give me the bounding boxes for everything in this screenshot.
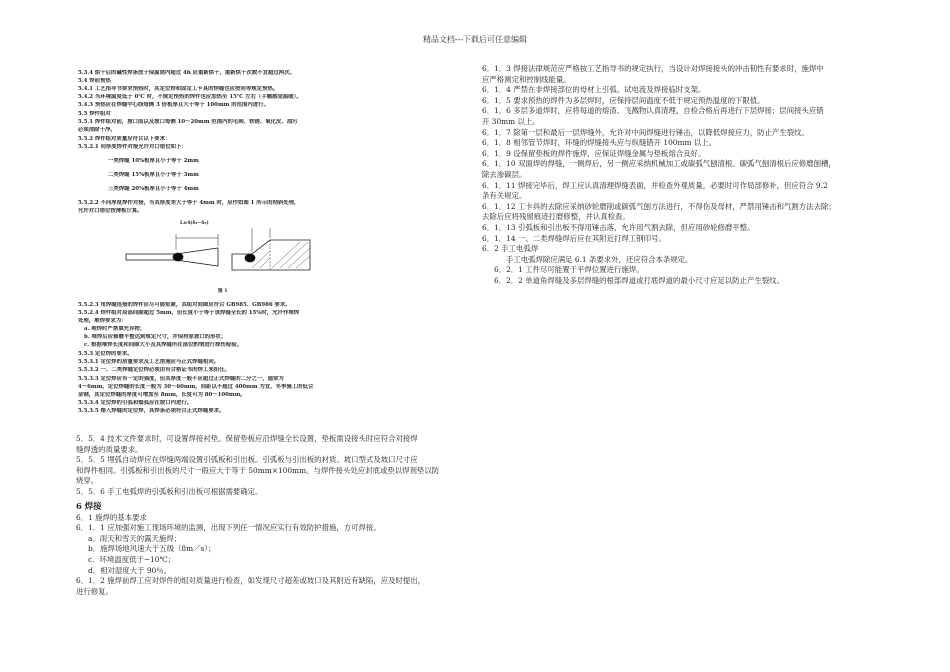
section-5-continued: [76, 434, 466, 498]
scan-line: 5.5 焊件组对: [78, 111, 111, 117]
scan-line: 5.5.3.1 定位焊的质量要求及工艺措施应与正式焊缝相同。: [78, 359, 220, 365]
scan-line: 金钢，其定位焊缝的厚度可增加至 8mm，长度可为 80～100mm。: [78, 392, 246, 398]
paragraph: 6．1．13 引弧板和引出板不得用锤击落，允许用气割去除，但应用砂轮修磨平整。: [482, 222, 755, 232]
paragraph: 6．1．5 要求预热的焊件为多层焊时，应保持层间温度不低于规定预热温度的下限值。: [482, 95, 765, 105]
scan-line: 允许对口错位按薄板计算。: [78, 208, 143, 214]
paragraph: 6．1．14 一、二类焊缝焊后应在其附近打焊工钢印号。: [482, 233, 666, 243]
paragraph: 6．1．8 相邻管节焊时，环缝的焊缝接头应与纵缝错开 100mm 以上。: [482, 138, 717, 148]
scan-line: b. 堆焊后应修磨平整达到规定尺寸，并保持原坡口的形状；: [84, 334, 227, 340]
scan-line: 5.5.2.3 角焊缝连接的焊件应尽可能贴紧，其组对间隙应符合 GB985、GB986 要求。: [78, 302, 291, 308]
scan-line: 4～6mm，定位焊缝的长度一般为 30～60mm，间距以不超过 400mm 为宜，冬季施工的低合: [78, 384, 314, 390]
scan-line: 5.5.2 焊件组对质量应符合以下要求：: [78, 136, 171, 142]
list-item: b．施焊场地风速大于五级（8m／s）；: [88, 544, 216, 554]
paragraph: 6．2．1 工件尽可能置于平焊位置进行施焊。: [494, 265, 644, 275]
section-6-list: [76, 513, 466, 598]
scan-line: 处理，堆焊要求为：: [78, 318, 127, 324]
section-6-heading: 6 焊接: [76, 500, 102, 511]
paragraph: 缝焊透的质量要求。: [76, 444, 143, 454]
scan-line: 5.5.3.3 定位焊应有一定的强度，但其厚度一般不应超过正式焊缝的二分之一，通常为: [78, 376, 284, 382]
paragraph: 5．5．5 埋弧自动焊应在焊缝两端设置引弧板和引出板。引弧板与引出板的材质、坡口型式及坡口尺寸应: [76, 455, 418, 465]
paragraph: 手工电弧焊除应满足 6.1 条要求外，还应符合本条规定。: [506, 254, 693, 264]
scan-line: 5.5.1 焊件组对前，坡口面以及坡口每侧 10～20mm 范围内的毛刺、铁锈、氧化皮、油污: [78, 119, 298, 125]
paragraph: 5．5．6 手工电弧焊的引弧板和引出板可根据需要确定。: [76, 486, 263, 496]
subsection-title: 6．2 手工电弧焊: [482, 244, 539, 254]
paragraph: 6．1．12 工卡具的去除应采纳砂轮磨削或碳弧气刨方法进行，不得伤及母材，严禁用锤击和气割方法去除；: [482, 201, 836, 211]
tolerance-row: 二类焊缝 15%板厚且小于等于 3mm: [108, 172, 199, 178]
paragraph: 去除后应将残留痕迹打磨修整，并认真检查。: [482, 212, 630, 222]
paragraph: 6．1．1 应加强对施工现场环境的监测，出现下列任一情况应实行有效防护措施，方可焊接。: [76, 523, 381, 533]
scan-line: 5.5.3.5 熔入焊缝的定位焊，其焊条必须符合正式焊缝要求。: [78, 408, 225, 414]
scan-line: 5.5.2.4 焊件组对局部间隙超过 5mm，但长度小于等于该焊缝全长的 15%时，允许作堆焊: [78, 310, 300, 316]
list-item: a．雨天和雪天的露天施焊；: [88, 533, 182, 543]
scan-line: 5.5.3.4 定位焊的引弧和熄弧应在坡口内进行。: [78, 400, 193, 406]
scan-line: 必须清除干净。: [78, 127, 116, 133]
paragraph: 6．1．3 焊接法律规范应严格按工艺指导书的规定执行，当设计对焊接接头的冲击韧性有要求时，施焊中: [482, 64, 824, 73]
paragraph: 进行修复。: [76, 586, 113, 596]
paragraph: 烧穿。: [76, 476, 99, 486]
scan-line: 5.4.3 预热应在焊缝中心线每侧 3 倍板厚且大于等于 100mm 的范围内进行。: [78, 102, 269, 108]
scan-line: 5.5.3 定位焊的要求。: [78, 351, 133, 357]
paragraph: 6．1．6 多层多道焊时，应将每道的熔渣、飞溅物认真清理，自检合格后再进行下层焊接；层间接头应错: [482, 106, 824, 116]
scan-line: c. 根据堆焊长度和间隙大小及其焊缝所在部位酌情进行探伤检验。: [84, 342, 242, 348]
scan-line: 5.5.2.2 不同厚度焊件对接，当其厚度差大于等于 4mm 时，应作如图 1 所示的削斜处理，: [78, 200, 300, 206]
paragraph: 6．1．2 施焊前焊工应对焊件的组对质量进行检查，如发现尺寸超差或坡口及其附近有缺陷，应及时提出，: [76, 576, 426, 586]
paragraph: 应严格测定和控制线能量。: [482, 74, 571, 84]
paragraph: 除去渗碳层。: [482, 169, 527, 179]
paragraph: 6．1．7 除第一层和最后一层焊缝外，允许对中间焊缝进行锤击，以降低焊接应力，防止产生裂纹。: [482, 127, 809, 137]
scan-line: 5.3.4 烘干后的碱性焊条放于保温筒内超过 4h 应重新烘干，重新烘干次数不宜超过两次。: [78, 70, 295, 76]
list-item: c．环境温度低于−10℃；: [88, 554, 176, 564]
left-column: [76, 66, 466, 597]
paragraph: 开 30mm 以上。: [482, 116, 540, 126]
scan-line: 5.4.1 工艺指导书要求预热时，其定位焊和固定工卡具的焊缝也应按同等规定预热。: [78, 86, 279, 92]
paragraph: 和焊件相同。引弧板和引出板的尺寸一般应大于等于 50mm×100mm。与焊件接头处应封底或垫以焊剂垫以防: [76, 465, 440, 475]
tolerance-row: 三类焊缝 20%板厚且小于等于 4mm: [108, 186, 199, 192]
figure-1-diagram: [120, 220, 320, 282]
scan-line: 5.5.2.1 同厚度焊件对接允许对口错位如下：: [78, 144, 187, 150]
tolerance-row: 一类焊缝 10%板厚且小于等于 2mm: [108, 158, 199, 164]
figure-dimension-label: L≥4(δ₁−δ₂): [180, 221, 209, 226]
scan-line: 5.4 焊前预热: [78, 78, 111, 84]
page-header: 精品文档---下载后可任意编辑: [422, 35, 528, 44]
figure-caption: 图 1: [218, 289, 228, 294]
right-column: [482, 64, 892, 286]
scanned-excerpt: [76, 66, 376, 434]
paragraph: 6．1．11 焊接完毕后，焊工应认真清理焊缝表面，并检查外观质量，必要时可作局部修补，但应符合 9.2: [482, 180, 828, 190]
paragraph: 6．1．9 设保留垫板的焊件施焊，应保证焊缝金属与垫板熔合良好。: [482, 148, 706, 158]
paragraph: 条有关规定。: [482, 191, 527, 201]
scan-line: a. 堆焊时严禁填充异物；: [84, 326, 146, 332]
paragraph: 6．1．4 严禁在非焊接部位的母材上引弧、试电流及焊接临时支架。: [482, 85, 706, 95]
scan-line: 5.4.2 当环境温度低于 0℃ 时，不规定预热的焊件也应加热至 15℃ 左右（手触感觉温暖）。: [78, 94, 302, 100]
list-item: d．相对湿度大于 90％。: [88, 565, 172, 575]
scan-line: 5.5.3.2 一、二类焊缝定位焊必须由有合格证书的焊工来担任。: [78, 367, 230, 373]
paragraph: 6．1．10 双面焊的焊缝，一侧焊后，另一侧应采纳机械加工或碳弧气刨清根。碳弧气刨清根后应修磨刨槽，: [482, 159, 836, 169]
paragraph: 5．5．4 技术文件要求时，可设置焊接衬垫。保留垫板应沿焊缝全长设置，垫板需设接头时应符合对接焊: [76, 434, 418, 443]
paragraph: 6．2．2 单道角焊缝及多层焊缝的根部焊道或打底焊道的最小尺寸应足以防止产生裂纹。: [494, 275, 784, 285]
subsection-title: 6．1 施焊的基本要求: [76, 512, 147, 522]
